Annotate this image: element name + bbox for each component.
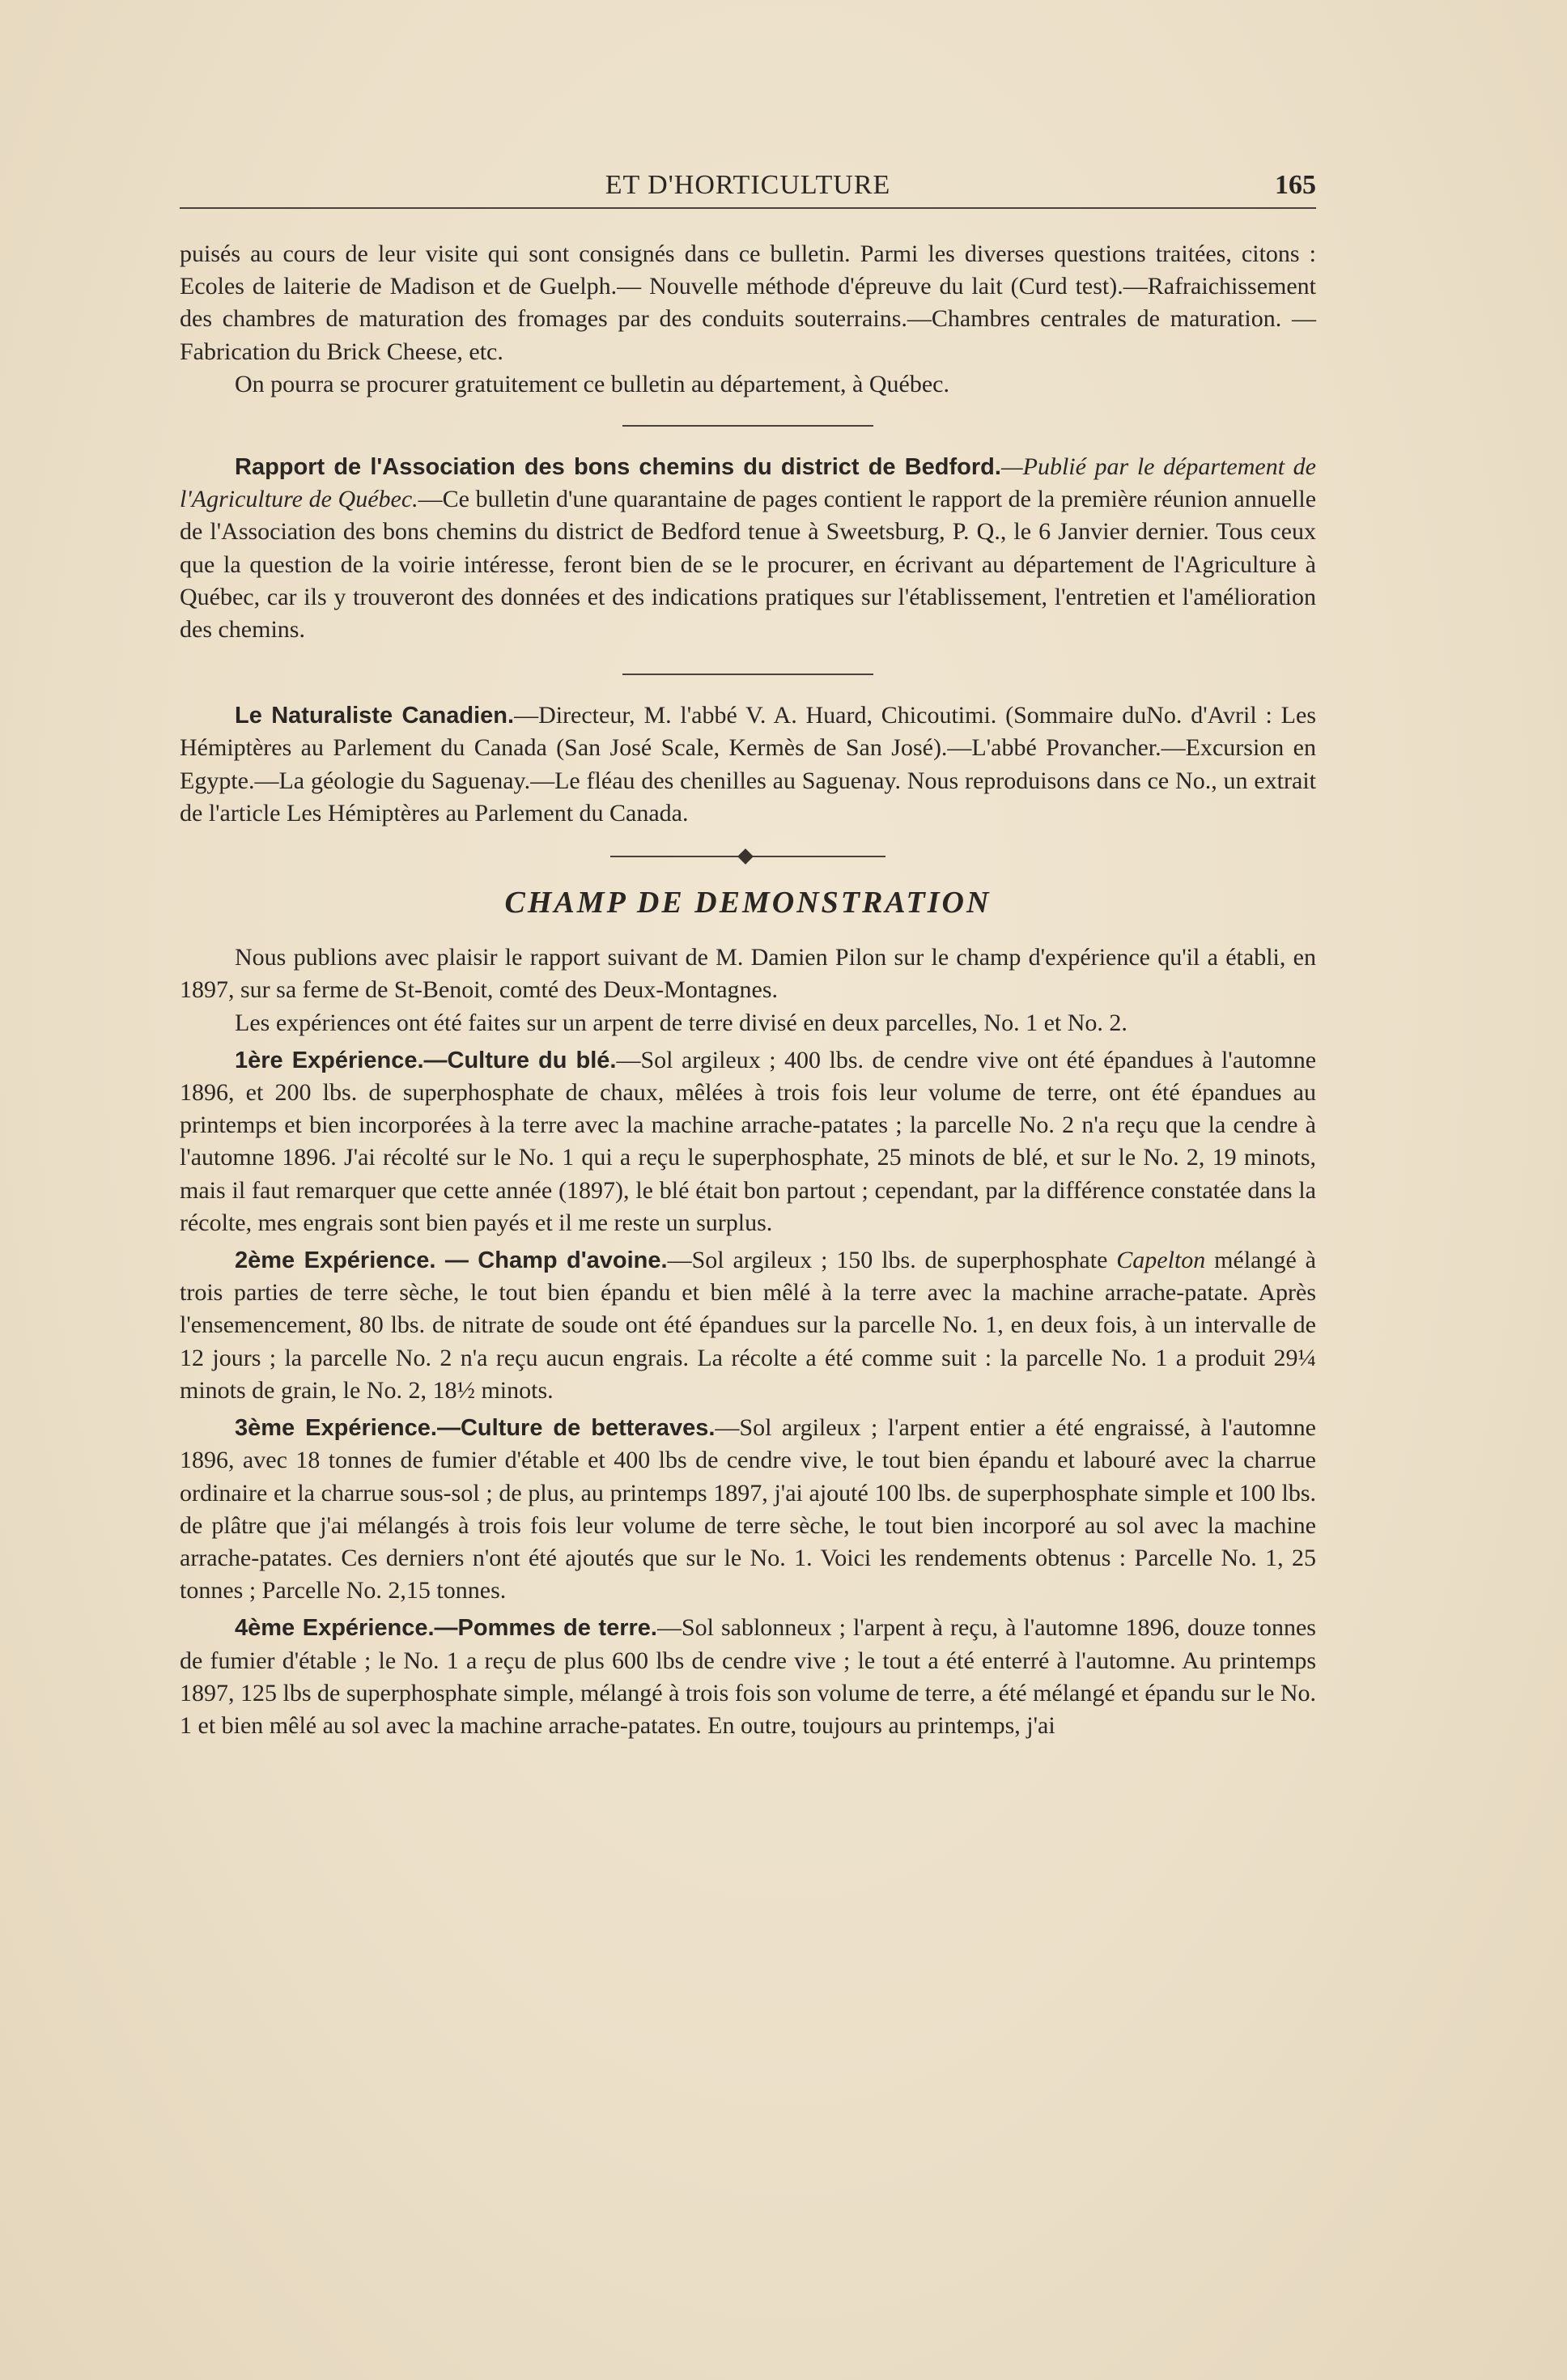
paragraph-experience-4: [180, 1612, 1316, 1742]
experience-3-label: 3ème Expérience.—Culture de betteraves.: [235, 1415, 716, 1442]
experience-2-text-a: —Sol argileux ; 150 lbs. de superphosphate: [667, 1247, 1117, 1274]
ornament-divider: [610, 851, 885, 862]
bedford-report-text: —Ce bulletin d'une quarantaine de pages contient le rapport de la première réunion annuelle de l'Association des bons chemins du district de Bedford tenue à Sweetsburg, P. Q., le 6 Janvier dernier. Tous ceux que la question de la voirie intéresse, feront bien de se le procurer, en écrivant au département de l'Agriculture à Québec, car ils y trouveront des données et des indications pratiques sur l'établissement, l'entretien et l'amélioration des chemins.: [180, 486, 1317, 644]
experience-4-label: 4ème Expérience.—Pommes de terre.: [235, 1615, 657, 1642]
text-body: [180, 238, 1316, 1742]
diamond-ornament-icon: [737, 848, 754, 865]
naturaliste-title: Le Naturaliste Canadien.: [235, 703, 515, 729]
paragraph-experience-1: [180, 1044, 1316, 1239]
bedford-report-title: Rapport de l'Association des bons chemins du district de Bedford.: [235, 454, 1001, 481]
paragraph-intro-parcels: Les expériences ont été faites sur un arpent de terre divisé en deux parcelles, No. 1 et No. 2.: [235, 1009, 1127, 1036]
paragraph-cheese-bulletin: puisés au cours de leur visite qui sont consignés dans ce bulletin. Parmi les diverses questions traitées, citons : Ecoles de laiterie de Madison et de Guelph.— Nouvelle méthode d'épreuve du lait (Curd test).—Rafraichissement des chambres de maturation des fromages par des conduits souterrains.—Chambres centrales de maturation. — Fabrication du Brick Cheese, etc.: [180, 240, 1316, 365]
bedford-report-publisher: —Publié par le département de l'Agriculture de Québec.: [180, 453, 1316, 513]
naturaliste-text: —Directeur, M. l'abbé V. A. Huard, Chicoutimi. (Sommaire duNo. d'Avril : Les Hémiptères au Parlement du Canada (San José Scale, Kermès de San José).—L'abbé Provancher.—Excursion en Egypte.—La géologie du Saguenay.—Le fléau des chenilles au Saguenay. Nous reproduisons dans ce No., un extrait de l'article Les Hémiptères au Parlement du Canada.: [180, 702, 1316, 827]
experience-2-brand: Capelton: [1116, 1247, 1206, 1274]
paragraph-intro: Nous publions avec plaisir le rapport suivant de M. Damien Pilon sur le champ d'expérience qu'il a établi, en 1897, sur sa ferme de St-Benoit, comté des Deux-Montagnes.: [180, 944, 1316, 1004]
experience-1-label: 1ère Expérience.—Culture du blé.: [235, 1047, 617, 1073]
experience-1-text: —Sol argileux ; 400 lbs. de cendre vive ont été épandues à l'automne 1896, et 200 lbs. de superphosphate de chaux, mêlées à trois fois leur volume de terre, ont été épandues au printemps et bien incorporées à la terre avec la machine arrache-patates ; la parcelle No. 2 n'a reçu que la cendre à l'automne 1896. J'ai récolté sur le No. 1 qui a reçu le superphosphate, 25 minots de blé, et sur le No. 2, 19 minots, mais il faut remarquer que cette année (1897), le blé était bon partout ; cependant, par la différence constatée dans la récolte, mes engrais sont bien payés et il me reste un surplus.: [180, 1046, 1317, 1236]
experience-3-text: —Sol argileux ; l'arpent entier a été engraissé, à l'automne 1896, avec 18 tonnes de fumier d'étable et 400 lbs de cendre vive, le tout bien épandu et labouré avec la charrue ordinaire et la charrue sous-sol ; de plus, au printemps 1897, j'ai ajouté 100 lbs. de superphosphate simple et 100 lbs. de plâtre que j'ai mélangés à trois fois leur volume de terre sèche, le tout bien incorporé au sol avec la machine arrache-patates. Ces derniers n'ont été ajoutés que sur le No. 1. Voici les rendements obtenus : Parcelle No. 1, 25 tonnes ; Parcelle No. 2,15 tonnes.: [180, 1414, 1316, 1604]
page-number: 165: [1275, 170, 1316, 200]
experience-4-text: —Sol sablonneux ; l'arpent à reçu, à l'automne 1896, douze tonnes de fumier d'étable ; le No. 1 a reçu de plus 600 lbs de cendre vive ; le tout a été enterré à l'automne. Au printemps 1897, 125 lbs de superphosphate simple, mélangé à trois fois son volume de terre, a été mélangé et épandu sur le No. 1 et bien mêlé au sol avec la machine arrache-patates. En outre, toujours au printemps, j'ai: [180, 1614, 1316, 1739]
paragraph-bulletin-availability: On pourra se procurer gratuitement ce bulletin au département, à Québec.: [235, 370, 949, 397]
running-title: ET D'HORTICULTURE: [605, 170, 891, 200]
running-header: [180, 165, 1316, 209]
paragraph-experience-2: [180, 1244, 1316, 1407]
experience-2-text-b: mélangé à trois parties de terre sèche, le tout bien épandu et bien mêlé à la terre avec la machine arrache-patate. Après l'ensemencement, 80 lbs. de nitrate de soude ont été épandues sur la parcelle No. 1, en deux fois, à un intervalle de 12 jours ; la parcelle No. 2 n'a reçu aucun engrais. La récolte a été comme suit : la parcelle No. 1 a produit 29¼ minots de grain, le No. 2, 18½ minots.: [180, 1247, 1316, 1404]
paragraph-bedford-report: [180, 451, 1316, 646]
paragraph-experience-3: [180, 1412, 1316, 1607]
experience-2-label: 2ème Expérience. — Champ d'avoine.: [235, 1247, 668, 1274]
section-title: CHAMP DE DEMONSTRATION: [504, 886, 992, 920]
paragraph-naturaliste: [180, 699, 1316, 830]
